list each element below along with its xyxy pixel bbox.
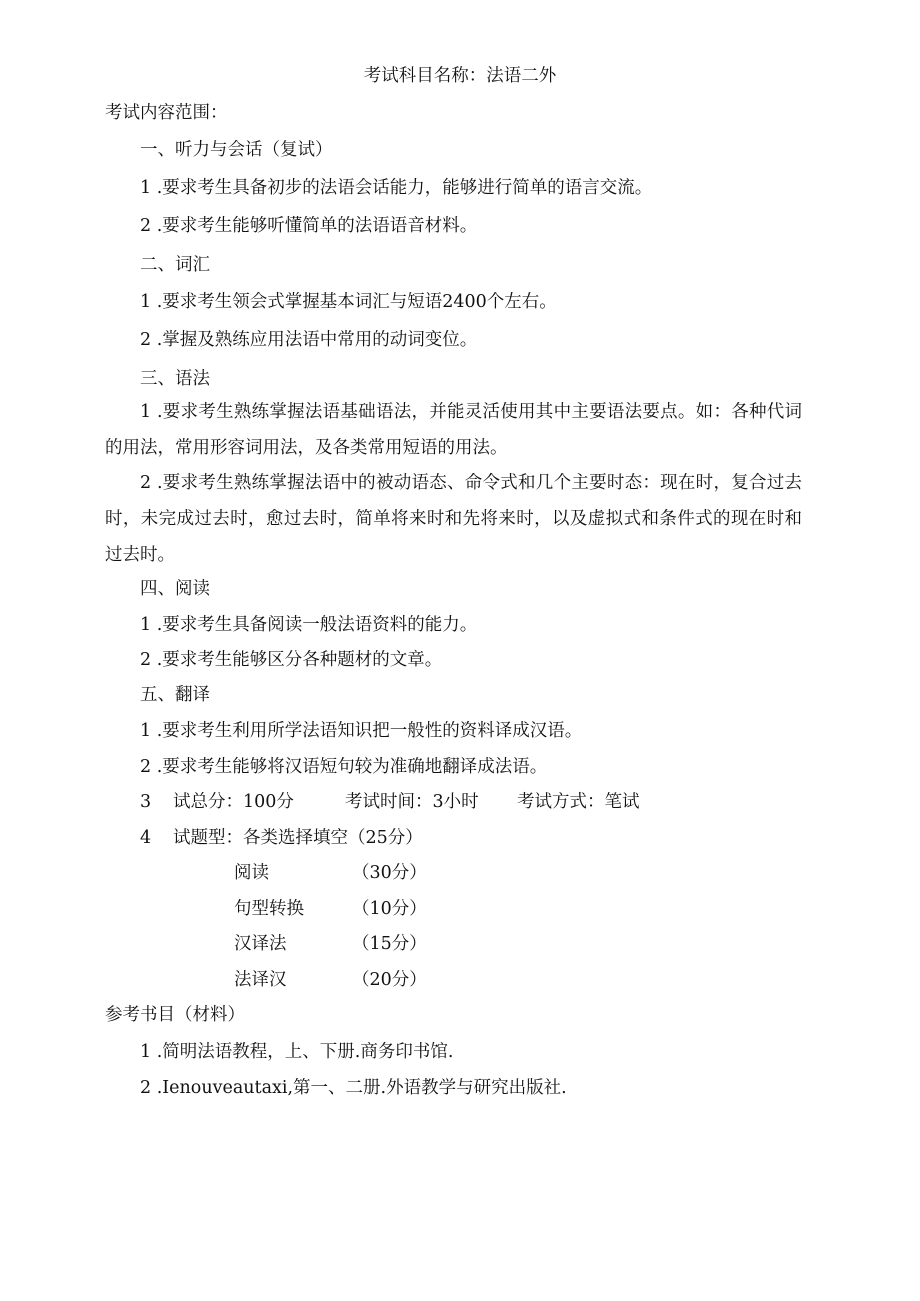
question-type-score: （15分）	[352, 934, 427, 954]
vocab-item-2: 2 .掌握及熟练应用法语中常用的动词变位。	[140, 330, 478, 350]
section-heading-reading: 四、阅读	[140, 579, 210, 599]
page-title: 考试科目名称：法语二外	[363, 66, 557, 86]
question-type-name: 阅读	[234, 863, 269, 883]
question-types-number: 4	[140, 828, 152, 848]
exam-total-score: 试总分：100分	[173, 792, 294, 812]
listening-item-2: 2 .要求考生能够听懂简单的法语语音材料。	[140, 216, 478, 236]
translation-item-1: 1 .要求考生利用所学法语知识把一般性的资料译成汉语。	[140, 721, 583, 741]
exam-method: 考试方式：笔试	[517, 792, 640, 812]
grammar-item-1: 1 .要求考生熟练掌握法语基础语法，并能灵活使用其中主要语法要点。如：各种代词的用法，常用形容词用法，及各类常用短语的用法。	[105, 402, 802, 458]
question-type-name: 句型转换	[234, 899, 304, 919]
section-heading-listening: 一、听力与会话（复试）	[140, 140, 333, 160]
section-heading-grammar: 三、语法	[140, 369, 210, 389]
grammar-item-2: 2 .要求考生熟练掌握法语中的被动语态、命令式和几个主要时态：现在时，复合过去时，未完成过去时，愈过去时，简单将来时和先将来时，以及虚拟式和条件式的现在时和过去时。	[105, 473, 802, 565]
question-type-score: （10分）	[352, 899, 427, 919]
reference-item-1: 1 .简明法语教程，上、下册.商务印书馆.	[140, 1042, 454, 1062]
exam-info-number: 3	[140, 792, 152, 812]
question-type-score: （20分）	[352, 970, 427, 990]
vocab-item-1: 1 .要求考生领会式掌握基本词汇与短语2400个左右。	[140, 292, 557, 312]
question-types-label: 试题型：各类选择填空（25分）	[173, 828, 423, 848]
section-heading-vocab: 二、词汇	[140, 255, 210, 275]
question-type-name: 汉译法	[234, 934, 287, 954]
translation-item-2: 2 .要求考生能够将汉语短句较为准确地翻译成法语。	[140, 757, 548, 777]
section-heading-translation: 五、翻译	[140, 685, 210, 705]
listening-item-1: 1 .要求考生具备初步的法语会话能力，能够进行简单的语言交流。	[140, 178, 653, 198]
references-heading: 参考书目（材料）	[105, 1005, 245, 1025]
reference-item-2: 2 .Ienouveautaxi,第一、二册.外语教学与研究出版社.	[140, 1078, 567, 1098]
question-type-name: 法译汉	[234, 970, 287, 990]
question-type-score: （30分）	[352, 863, 427, 883]
exam-duration: 考试时间：3小时	[345, 792, 479, 812]
scope-heading: 考试内容范围：	[105, 103, 228, 123]
reading-item-2: 2 .要求考生能够区分各种题材的文章。	[140, 650, 443, 670]
reading-item-1: 1 .要求考生具备阅读一般法语资料的能力。	[140, 615, 478, 635]
